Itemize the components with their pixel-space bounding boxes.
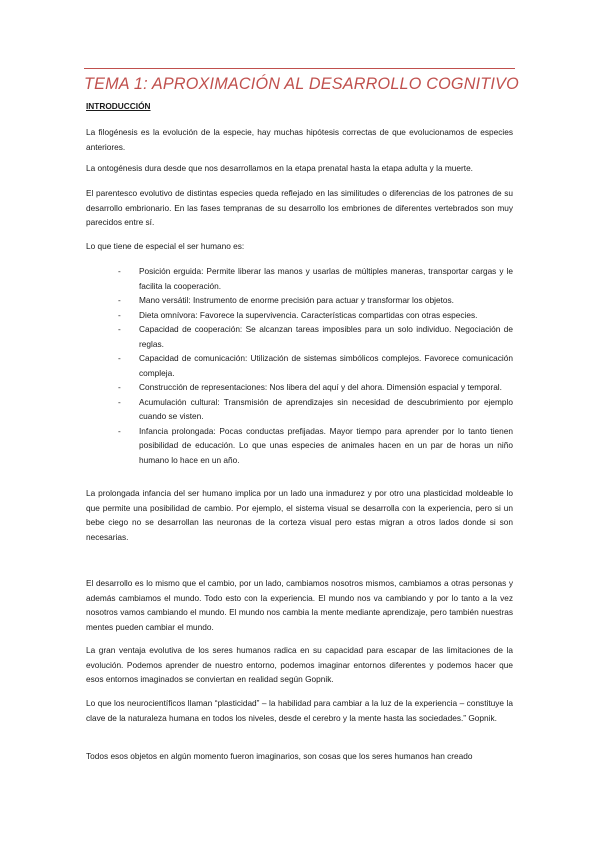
paragraph-infancia: La prolongada infancia del ser humano implica por un lado una inmadurez y por otro una plasticidad moldeable lo que permite una posibilidad de cambio. Por ejemplo, el sistema visual se desarrolla con la experiencia, pero si un bebe ciego no se desarrollan las neuronas de la corteza visual pero estas migran a otros lados donde si son necesarias.	[86, 488, 513, 542]
bullet-dash: -	[118, 353, 121, 363]
list-item	[118, 264, 513, 293]
list-item-text: Dieta omnívora: Favorece la supervivencia. Características compartidas con otras especies.	[139, 309, 478, 320]
bullet-dash: -	[118, 425, 121, 436]
paragraph-lead-in: Lo que tiene de especial el ser humano es:	[86, 241, 245, 251]
list-item-text: Capacidad de cooperación: Se alcanzan tareas imposibles para un solo individuo. Negociación de reglas.	[139, 324, 513, 349]
list-item	[118, 395, 513, 424]
list-item-text: Posición erguida: Permite liberar las manos y usarlas de múltiples maneras, transportar cargas y le facilita la cooperación.	[139, 266, 513, 291]
section-heading-introduccion: INTRODUCCIÓN	[86, 101, 151, 111]
list-item	[118, 308, 513, 323]
page-title: TEMA 1: APROXIMACIÓN AL DESARROLLO COGNITIVO	[84, 75, 519, 93]
list-item	[118, 424, 513, 468]
bullet-dash: -	[118, 295, 121, 305]
list-item	[118, 351, 513, 380]
paragraph-filogenesis: La filogénesis es la evolución de la especie, hay muchas hipótesis correctas de que evolucionamos de especies anteriores.	[86, 127, 513, 152]
bullet-dash: -	[118, 396, 121, 407]
bullet-dash: -	[118, 266, 121, 276]
bullet-dash: -	[118, 382, 121, 392]
paragraph-objetos-imaginarios: Todos esos objetos en algún momento fueron imaginarios, son cosas que los seres humanos han creado	[86, 751, 473, 761]
list-item-text: Acumulación cultural: Transmisión de aprendizajes sin necesidad de descubrimiento por ejemplo cuando se visten.	[139, 396, 513, 421]
bullet-dash: -	[118, 324, 121, 334]
list-item-text: Capacidad de comunicación: Utilización de sistemas simbólicos complejos. Favorece comunicación compleja.	[139, 353, 513, 378]
list-item	[118, 322, 513, 351]
title-rule	[84, 68, 515, 69]
paragraph-plasticidad-quote: Lo que los neurocientíficos llaman “plasticidad” – la habilidad para cambiar a la luz de la experiencia – constituye la clave de la naturaleza humana en todos los niveles, desde el cerebro y la mente hasta las sociedades.” Gopnik.	[86, 698, 513, 723]
paragraph-ontogenesis: La ontogénesis dura desde que nos desarrollamos en la etapa prenatal hasta la etapa adulta y la muerte.	[86, 163, 473, 173]
list-item	[118, 293, 513, 308]
list-item-text: Mano versátil: Instrumento de enorme precisión para actuar y transformar los objetos.	[139, 295, 454, 305]
list-item-text: Infancia prolongada: Pocas conductas prefijadas. Mayor tiempo para aprender por lo tanto tienen posibilidad de educación. Lo que unas especies de animales hacen en un par de horas un niño humano lo hace en un año.	[139, 425, 513, 465]
paragraph-desarrollo-cambio: El desarrollo es lo mismo que el cambio, por un lado, cambiamos nosotros mismos, cambiamos a otras personas y además cambiamos el mundo. Todo esto con la experiencia. El mundo nos va cambiando y por lo tanto a la vez nosotros vamos cambiando el mundo. El mundo nos cambia la mente mediante aprendizaje, pero también nuestras mentes pueden cambiar el mundo.	[86, 578, 513, 632]
list-item	[118, 380, 513, 395]
bullet-dash: -	[118, 309, 121, 320]
paragraph-parentesco: El parentesco evolutivo de distintas especies queda reflejado en las similitudes o diferencias de los patrones de su desarrollo embrionario. En las fases tempranas de su desarrollo los embriones de diferentes vertebrados son muy parecidos entre sí.	[86, 188, 513, 227]
traits-list	[118, 264, 513, 467]
paragraph-ventaja-evolutiva: La gran ventaja evolutiva de los seres humanos radica en su capacidad para escapar de las limitaciones de la evolución. Podemos aprender de nuestro entorno, podemos imaginar entornos diferentes y podemos hacer que esos entornos imaginados se conviertan en realidad según Gopnik.	[86, 645, 513, 684]
list-item-text: Construcción de representaciones: Nos libera del aquí y del ahora. Dimensión espacial y temporal.	[139, 382, 502, 392]
